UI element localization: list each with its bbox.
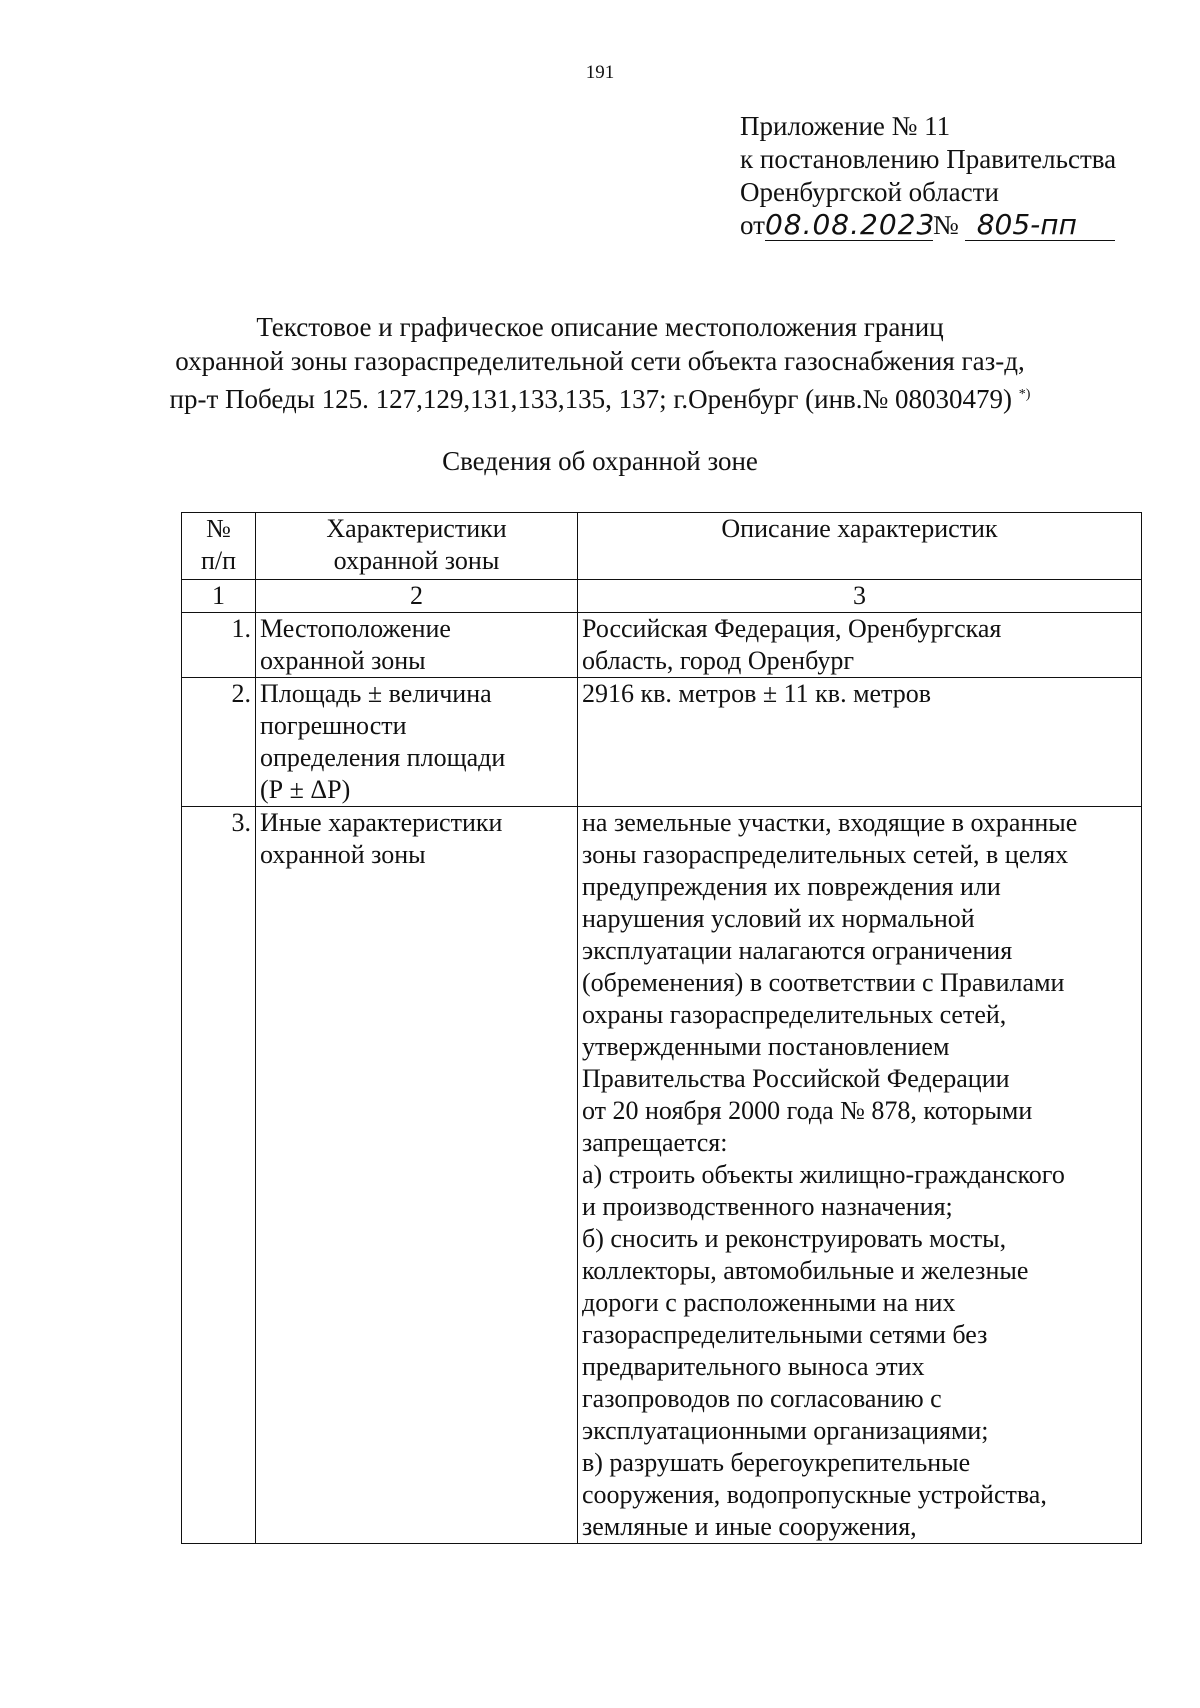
zone-info-table <box>181 512 1142 1544</box>
handwritten-date: 08.08.2023 <box>764 208 936 241</box>
footnote-mark: *) <box>1018 387 1031 402</box>
row-characteristic: Площадь ± величина погрешности определения площади (Р ± ΔР) <box>256 678 578 807</box>
handwritten-number: 805-пп <box>965 210 1115 241</box>
appendix-date-line <box>740 209 1116 242</box>
appendix-block <box>740 110 1116 242</box>
row-description: на земельные участки, входящие в охранные зоны газораспределительных сетей, в целях предупреждения их повреждения или нарушения условий их нормальной эксплуатации налагаются ограничения (обременения) в соответствии с Правилами охраны газораспределительных сетей, утвержденными постановлением Правительства Российской Федерации от 20 ноября 2000 года № 878, которыми запрещается: а) строить объекты жилищно-гражданского и производственного назначения; б) сносить и реконструировать мосты, коллекторы, автомобильные и железные дороги с расположенными на них газораспределительными сетями без предварительного выноса этих газопроводов по согласованию с эксплуатационными организациями; в) разрушать берегоукрепительные сооружения, водопропускные устройства, земляные и иные сооружения, <box>578 807 1142 1544</box>
index-cell: 2 <box>256 580 578 613</box>
title-line-3 <box>0 378 1200 416</box>
document-title <box>0 310 1200 416</box>
row-description: Российская Федерация, Оренбургская область, город Оренбург <box>578 613 1142 678</box>
row-characteristic: Иные характеристики охранной зоны <box>256 807 578 1544</box>
row-number: 3. <box>182 807 256 1544</box>
appendix-line-2: к постановлению Правительства <box>740 144 1117 174</box>
table-header-row <box>182 513 1142 580</box>
index-cell: 1 <box>182 580 256 613</box>
appendix-line-1: Приложение № 11 <box>740 111 951 141</box>
table-row <box>182 807 1142 1544</box>
header-num: № п/п <box>182 513 256 580</box>
number-label: № <box>932 210 959 240</box>
row-number: 2. <box>182 678 256 807</box>
section-title: Сведения об охранной зоне <box>442 446 758 476</box>
row-number: 1. <box>182 613 256 678</box>
appendix-line-3: Оренбургской области <box>740 177 999 207</box>
title-line-2: охранной зоны газораспределительной сети объекта газоснабжения газ-д, <box>175 346 1025 376</box>
title-line-3-text: пр-т Победы 125. 127,129,131,133,135, 137; г.Оренбург (инв.№ 08030479) <box>169 384 1013 414</box>
page-number: 191 <box>585 62 615 83</box>
table-row <box>182 678 1142 807</box>
header-characteristics: Характеристики охранной зоны <box>256 513 578 580</box>
table-index-row <box>182 580 1142 613</box>
title-line-1: Текстовое и графическое описание местоположения границ <box>256 312 944 342</box>
index-cell: 3 <box>578 580 1142 613</box>
from-label: от <box>740 210 765 240</box>
row-characteristic: Местоположение охранной зоны <box>256 613 578 678</box>
table-row <box>182 613 1142 678</box>
header-description: Описание характеристик <box>578 513 1142 580</box>
row-description: 2916 кв. метров ± 11 кв. метров <box>578 678 1142 807</box>
